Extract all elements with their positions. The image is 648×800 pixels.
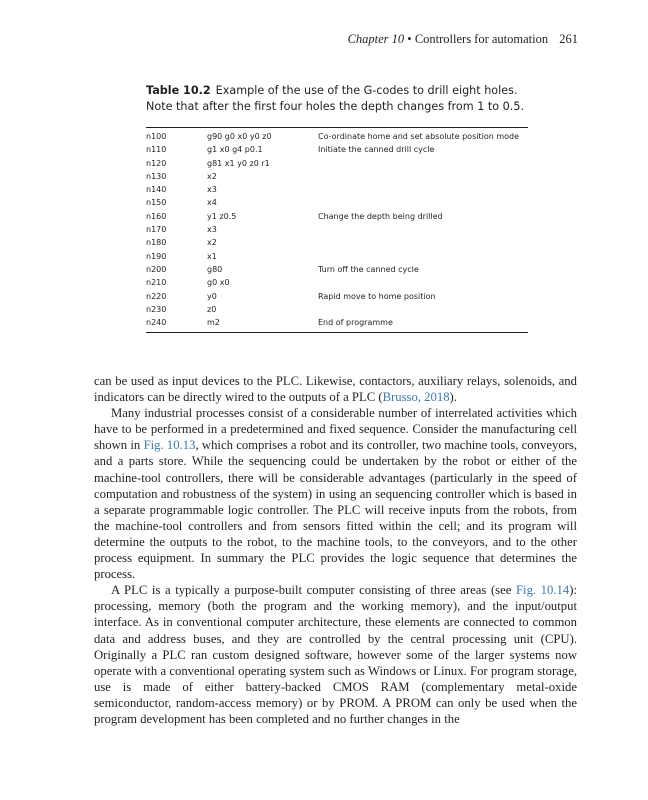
gcode: y1 z0.5 xyxy=(207,211,237,221)
chapter-label: Chapter 10 xyxy=(347,32,405,46)
table-row xyxy=(146,143,528,156)
comment: Co-ordinate home and set absolute position mode xyxy=(318,132,520,141)
table-row xyxy=(146,316,528,329)
line-number: n150 xyxy=(146,198,167,208)
table-caption-text: Example of the use of the G-codes to drill eight holes. Note that after the first four holes the depth changes from 1 to 0.5. xyxy=(146,84,525,113)
line-number: n220 xyxy=(146,291,167,301)
paragraph-1-text-end: ). xyxy=(449,390,457,405)
gcode: g0 x0 xyxy=(207,278,230,288)
table-row xyxy=(146,210,528,223)
comment: Initiate the canned drill cycle xyxy=(318,145,435,155)
gcode: x4 xyxy=(207,198,217,208)
table-row xyxy=(146,157,528,170)
gcode: z0 xyxy=(207,304,217,314)
gcode-table xyxy=(146,127,528,333)
gcode: g81 x1 y0 z0 r1 xyxy=(207,158,270,168)
paragraph-1 xyxy=(94,373,577,405)
paragraph-2 xyxy=(94,405,577,582)
gcode: x3 xyxy=(207,225,217,235)
gcode: g1 x0 g4 p0.1 xyxy=(207,145,263,155)
line-number: n240 xyxy=(146,318,167,328)
gcode: x2 xyxy=(207,171,217,181)
table-row xyxy=(146,263,528,276)
line-number: n110 xyxy=(146,145,167,155)
line-number: n160 xyxy=(146,211,167,221)
table-row xyxy=(146,236,528,249)
table-row xyxy=(146,223,528,236)
gcode: x3 xyxy=(207,185,217,195)
table-row xyxy=(146,290,528,303)
table-row xyxy=(146,250,528,263)
line-number: n230 xyxy=(146,304,167,314)
paragraph-3-text: A PLC is a typically a purpose-built computer consisting of three areas (see xyxy=(111,583,516,598)
line-number: n200 xyxy=(146,264,167,274)
table-caption xyxy=(146,83,531,114)
gcode: m2 xyxy=(207,318,220,328)
line-number: n210 xyxy=(146,278,167,288)
table-row xyxy=(146,130,528,143)
gcode: g90 g0 x0 y0 z0 xyxy=(207,132,272,141)
line-number: n130 xyxy=(146,171,167,181)
running-header xyxy=(94,32,578,47)
table-row xyxy=(146,303,528,316)
body-text xyxy=(94,373,577,727)
citation-link[interactable]: Brusso, 2018 xyxy=(382,390,450,405)
gcode: g80 xyxy=(207,264,223,274)
paragraph-1-text: can be used as input devices to the PLC. Likewise, contactors, auxiliary relays, solenoids, and indicators can be directly wired to the outputs of a PLC ( xyxy=(94,374,577,405)
line-number: n180 xyxy=(146,238,167,248)
header-bullet: • xyxy=(407,32,412,46)
paragraph-2-text-end: , which comprises a robot and its controller, two machine tools, conveyors, and a parts store. While the sequencing could be undertaken by the robot or either of the machine-tool controllers, there will be considerable advantages (particularly in the speed of computation and robustness of the system) in using an sequencing controller which is based in a separate programmable logic controller. The PLC will receive inputs from the robots, from the machine-tool controllers and from sensors fitted within the cell; and its program will determine the outputs to the robot, to the machine tools, to the conveyors, and to the other process equipment. In summary the PLC provides the logic sequence that determines the process. xyxy=(94,438,577,582)
line-number: n190 xyxy=(146,251,167,261)
line-number: n120 xyxy=(146,158,167,168)
comment: Turn off the canned cycle xyxy=(318,264,419,274)
gcode: x2 xyxy=(207,238,217,248)
gcode: y0 xyxy=(207,291,217,301)
table-number: Table 10.2 xyxy=(146,84,211,97)
line-number: n140 xyxy=(146,185,167,195)
comment: End of programme xyxy=(318,318,393,328)
table-row xyxy=(146,196,528,209)
paragraph-3 xyxy=(94,582,577,727)
comment: Change the depth being drilled xyxy=(318,211,443,221)
table-row xyxy=(146,183,528,196)
paragraph-3-text-end: ): processing, memory (both the program and the working memory), and the input/output interface. As in conventional computer architecture, these elements are connected to common data and address buses, and they are controlled by the central processing unit (CPU). Originally a PLC ran custom designed software, however some of the larger systems now operate with a conventional operating system such as Windows or Linux. For program storage, use is made of either battery-backed CMOS RAM (complementary metal-oxide semiconductor, random-access memory) or by PROM. A PROM can only be used when the program development has been completed and no further changes in the xyxy=(94,583,577,726)
figure-link[interactable]: Fig. 10.13 xyxy=(143,438,196,453)
gcode: x1 xyxy=(207,251,217,261)
table-row xyxy=(146,276,528,289)
paragraph-2-text: Many industrial processes consist of a considerable number of interrelated activities which have to be performed in a predetermined and fixed sequence. Consider the manufacturing cell shown in xyxy=(94,406,577,453)
chapter-title: Controllers for automation xyxy=(414,32,549,46)
line-number: n170 xyxy=(146,225,167,235)
figure-link[interactable]: Fig. 10.14 xyxy=(515,583,570,598)
comment: Rapid move to home position xyxy=(318,291,436,301)
line-number: n100 xyxy=(146,132,167,141)
table-row xyxy=(146,170,528,183)
page-number: 261 xyxy=(559,32,578,46)
